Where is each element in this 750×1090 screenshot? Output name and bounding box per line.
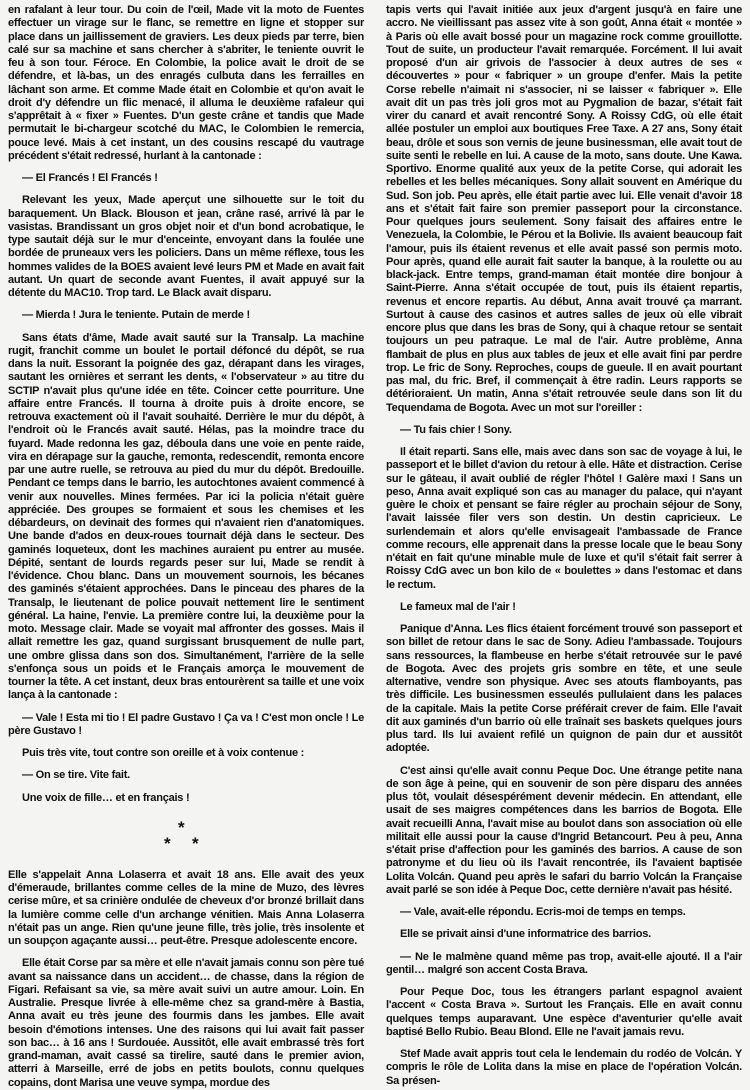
paragraph: Stef Made avait appris tout cela le lendemain du rodéo de Volcán. Y compris le rôle de Lolita dans la mise en place de l'opération Volcán. Sa présen-	[386, 1048, 742, 1087]
dialogue-line: — Ne le malmène quand même pas trop, avait-elle ajouté. Il a l'air gentil… malgré son accent Costa Brava.	[386, 950, 742, 976]
paragraph: Pour Peque Doc, tous les étrangers parlant espagnol avaient l'accent « Costa Brava ». Surtout les Français. Elle en avait connu quelques temps auparavant. Une espèce d'aventurier qu'elle avait baptisé Bello Rubio. Beau Blond. Elle ne l'avait jamais revu.	[386, 986, 742, 1038]
paragraph: Le fameux mal de l'air !	[400, 600, 516, 613]
paragraph: Puis très vite, tout contre son oreille et à voix contenue :	[22, 747, 305, 759]
paragraph: tapis verts qui l'avait initiée aux jeux d'argent jusqu'à en faire une accro. Ne vieillissant pas assez vite à son goût, Anna était « montée » à Paris où elle avait bossé pour un magazine rock comme grouillotte. Tout de suite, un producteur l'avait remarquée. Forcément. Il lui avait proposé d'un air grivois de l'associer à deux autres de ses « découvertes » pour « fabriquer » un groupe d'enfer. Mais la petite Corse rebelle n'aimait ni s'associer, ni se laisser « fabriquer ». Elle avait dit un pas très joli gros mot au Pygmalion de bazar, s'était fait virer du canard et avait rencontré Sony. A Roissy CdG, où elle était allée postuler un emploi aux boutiques Free Taxe. A 27 ans, Sony était beau, drôle et sous son vernis de jeune businessman, elle avait tout de suite senti le rebelle en lui. A cause de la moto, sans doute. Une Kawa. Sportivo. Enorme qualité aux yeux de la petite Corse, qui adorait les rebelles et les belles mécaniques. Sony allait souvent en Amérique du Sud. Son job. Peu après, elle était partie avec lui. Elle venait d'avoir 18 ans et s'était fait faire son premier passeport pour la circonstance. Pour quelques jours seulement. Sony faisait des affaires entre le Venezuela, la Colombie, le Pérou et la Bolivie. Ils avaient beaucoup fait l'amour, puis ils étaient revenus et elle avait passé son permis moto. Pour après, quand elle aurait fait sauter la banque, à la roulette ou au black-jack. Entre temps, grand-maman était montée dire bonjour à Saint-Pierre. Anna s'était occupée de tout, puis ils étaient repartis, revenus et encore repartis. Au début, Anna avait trouvé ça marrant. Surtout à cause des casinos et autres salles de jeux où elle vibrait encore plus que dans les bras de Sony, qui à chaque retour se sentait toujours un peu patraque. Le mal de l'air. Autre problème, Anna flambait de plus en plus aux tables de jeux et elle avait fini par perdre trop. Le fric de Sony. Reproches, coups de gueule. Il en avait pourtant pas mal, du fric. Bref, il commençait à être radin. Leurs rapports se détérioraient. Un matin, Anna s'était retrouvée seule dans son lit du Tequendama de Bogota. Avec un mot sur l'oreiller :	[386, 4, 742, 414]
paragraph: Sans états d'âme, Made avait sauté sur la Transalp. La machine rugit, franchit comme un boulet le portail défoncé du dépôt, se rua dans la nuit. Essorant la poignée des gaz, dérapant dans les virages, sautant les ornières et serrant les dents, « l'observateur » au titre du SCTIP n'avait plus qu'une idée en tête. Coincer cette pourriture. Une affaire entre Francés. Il tourna à droite puis à droite encore, se retrouva exactement où il l'avait souhaité. Derrière le mur du dépôt, à l'endroit où le Francés avait sauté. Hélas, pas la moindre trace du fuyard. Made redonna les gaz, déboula dans une voie en pente raide, vira en dérapage sur la gauche, remonta, redescendit, remonta encore par une autre ruelle, se retrouva au pied du mur du dépôt. Bredouille. Pendant ce temps dans le barrio, les autochtones avaient commencé à venir aux nouvelles. Mines fermées. Par ici la policia n'était guère appréciée. Des groupes se formaient et sous les chemises et les débardeurs, on devinait des formes qui n'avaient rien d'anatomiques. Une bande d'ados en deux-roues tournait déjà dans le secteur. Des gaminés loqueteux, dont les machines auraient pu entrer au musée. Dépité, sentant de lourds regards peser sur lui, Made se rendit à l'évidence. Chou blanc. Dans un mouvement sournois, les bécanes des gaminés s'étaient approchées. Dans le pinceau des phares de la Transalp, le lieutenant de police pouvait nettement lire le sentiment général. La haine, l'envie. La première contre lui, la deuxième pour la moto. Message clair. Made se voyait mal affronter des gosses. Mais il allait remettre les gaz, quand surgissant brusquement de nulle part, une ombre glissa dans son dos. Simultanément, l'arrière de la selle s'enfonça sous un poids et le Français amorça le mouvement de tourner la tête. A cet instant, deux bras entourèrent sa taille et une voix lança à la cantonade :	[8, 331, 364, 702]
paragraph: C'est ainsi qu'elle avait connu Peque Doc. Une étrange petite nana de son âge à peine, qui en souvenir de son père disparu des années plus tôt, voulait désespérément devenir médecin. En attendant, elle usait de ses maigres compétences dans les barrios de Bogota. Elle avait recueilli Anna, l'avait mise au boulot dans son association où elle militait elle aussi pour la cause d'Ingrid Betancourt. Peu à peu, Anna s'était prise d'affection pour les gaminés des barrios. A cause de son patronyme et du lieu où ils l'avait rencontrée, ils l'avaient baptisée Lolita Volcán. Quand peu après le safari du barrio Volcán la Française avait parlé se son idée à Peque Doc, cette dernière n'avait pas hésité.	[386, 764, 742, 896]
paragraph: Elle était Corse par sa mère et elle n'avait jamais connu son père tué avant sa naissance dans un accident… de chasse, dans la région de Figari. Refaisant sa vie, sa mère avait suivi un autre amour. Loin. En Australie. Presque livrée à elle-même chez sa grand-mère à Bastia, Anna avait eu très jeune des fourmis dans les jambes. Elle avait besoin d'émotions intenses. Une des raisons qui lui avait fait passer son bac… à 16 ans ! Surdouée. Aussitôt, elle avait embrassé très fort grand-maman, avait cassé sa tirelire, sauté dans le premier avion, atterri à Marseille, erré de jobs en petits boulots, connu quelques copains, dont Marisa une veuve sympa, mordue des	[8, 957, 364, 1089]
paragraph: Panique d'Anna. Les flics étaient forcément trouvé son passeport et son billet de retour dans le sac de Sony. Adieu l'ambassade. Toujours sans ressources, la flambeuse en herbe s'était retrouvée sur le pavé de Bogota. Avec des projets gris sombre en tête, et une seule alternative, vendre son physique. Avec ses atouts flamboyants, pas très difficile. Les businessmen esseulés pullulaient dans les palaces de la capitale. Mais la petite Corse préférait crever de faim. Elle l'avait dit aux gaminés d'un barrio où elle traînait ses baskets quelques jours plus tard. Ils lui avaient refilé un quignon de pain dur et aussitôt adoptée.	[386, 623, 742, 755]
dialogue-line: — Vale, avait-elle répondu. Ecris-moi de temps en temps.	[400, 906, 686, 918]
left-column	[8, 4, 364, 1089]
asterisk: *	[164, 833, 171, 853]
paragraph: Il était reparti. Sans elle, mais avec dans son sac de voyage à lui, le passeport et le billet d'avion du retour à elle. Hâte et distraction. Cerise sur le gâteau, il avait oublié de régler l'hôtel ! Galère maxi ! Sans un peso, Anna avait expliqué son cas au manager du palace, qui n'ayant guère le choix et pensant se faire régler au prochain séjour de Sony, l'avait laissée filer vers son destin. Un destin capricieux. Le surlendemain et alors qu'elle envisageait l'ambassade de France comme recours, elle apprenait dans la presse locale que le beau Sony n'était en fait qu'une minable mule de luxe et qu'il s'était fait serrer à Roissy CdG avec un bon kilo de « boulettes » dans l'estomac et dans le rectum.	[386, 446, 742, 591]
asterisk: *	[192, 833, 199, 853]
paragraph: Elle se privait ainsi d'une informatrice des barrios.	[400, 928, 651, 941]
paragraph: Relevant les yeux, Made aperçut une silhouette sur le toit du baraquement. Un Black. Blouson et jean, crâne rasé, arrivé là par le vasistas. Brandissant un gros objet noir et d'un bond acrobatique, le type sautait déjà sur le mur d'enceinte, envoyant dans la foulée une bordée de pruneaux vers les policiers. Dans un même réflexe, tous les hommes valides de la BOES avaient levé leurs PM et Made en avait fait autant. Un quart de seconde avant Fuentes, il avait appuyé sur la détente du MAC10. Trop tard. Le Black avait disparu.	[8, 194, 364, 299]
asterisk: *	[178, 817, 185, 837]
dialogue-line: — Mierda ! Jura le teniente. Putain de merde !	[22, 309, 250, 322]
dialogue-line: — El Francés ! El Francés !	[22, 172, 158, 184]
paragraph: Une voix de fille… et en français !	[22, 791, 190, 804]
right-column	[386, 4, 742, 1087]
paragraph: en rafalant à leur tour. Du coin de l'œil, Made vit la moto de Fuentes effectuer un virage sur le flanc, se remettre en ligne et stopper sur place dans un jaillissement de graviers. Les deux pieds par terre, bien calé sur sa machine et sans chercher à s'abriter, le teniente ouvrit le feu à son tour. Féroce. En Colombie, la police avait le droit de se défendre, et là-bas, un des enragés culbuta dans les ferrailles en lâchant son arme. Et comme Made était en Colombie et qu'on avait le droit d'y défendre un flic menacé, il alluma le deuxième rafaleur qui s'apprêtait à « fixer » Fuentes. D'un geste crâne et tandis que Made permutait le bi-chargeur scotché du MAC, le Colombien le remercia, pouce levé. Mais à cet instant, un des cousins rescapé du vautrage précédent s'était redressé, hurlant à la cantonade :	[8, 4, 364, 162]
paragraph: Elle s'appelait Anna Lolaserra et avait 18 ans. Elle avait des yeux d'émeraude, brillantes comme celles de la mine de Muzo, des lèvres cerise mûre, et sa crinière ondulée de cheveux d'or bronzé brillait dans la lumière comme celle d'un archange vénitien. Mais Anna Lolaserra n'était pas un ange. Rien qu'une jeune fille, très jolie, très insolente et un soupçon agaçante aussi… peut-être. Presque adolescente encore.	[8, 868, 364, 947]
section-break-asterisks	[8, 819, 364, 859]
dialogue-line: — Vale ! Esta mi tio ! El padre Gustavo ! Ça va ! C'est mon oncle ! Le père Gustavo !	[8, 711, 364, 737]
dialogue-line: — On se tire. Vite fait.	[22, 769, 130, 782]
dialogue-line: — Tu fais chier ! Sony.	[400, 423, 512, 436]
